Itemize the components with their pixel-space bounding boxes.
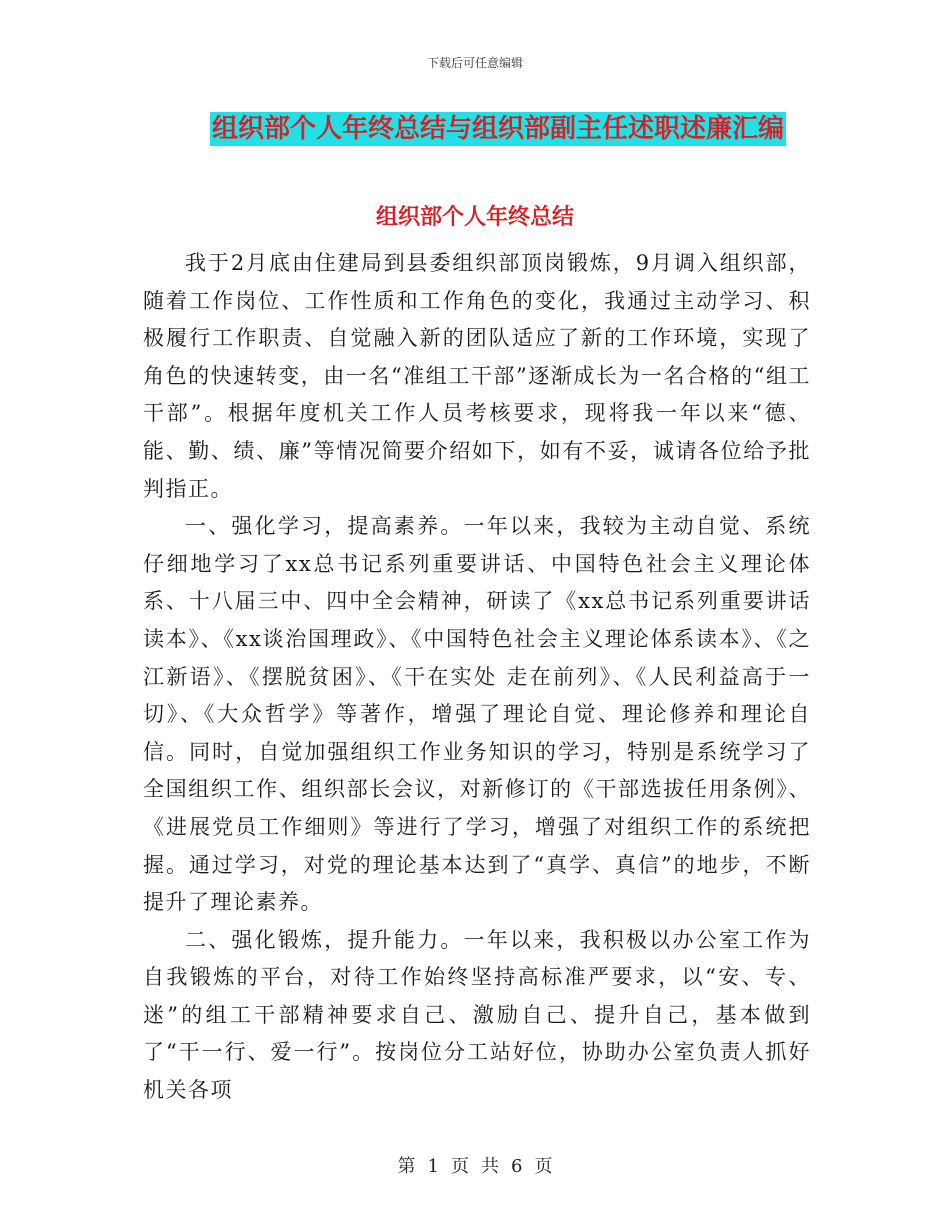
section-title: 组织部个人年终总结 <box>375 204 574 230</box>
footer-di: 第 <box>397 1156 416 1177</box>
paragraph-training: 二、强化锻炼，提升能力。一年以来，我积极以办公室工作为自我锻炼的平台，对待工作始终坚持高标准严要求，以“安、专、迷”的组工干部精神要求自己、激励自己、提升自己，基本做到了“干一行、爱一行”。按岗位分工站好位，协助办公室负责人抓好机关各项 <box>143 927 811 1103</box>
header-note: 下载后可任意编辑 <box>426 56 523 70</box>
page-total: 6 <box>511 1156 523 1177</box>
main-title-wrap <box>0 112 950 146</box>
body-text <box>143 245 811 1110</box>
paragraph-study: 一、强化学习，提高素养。一年以来，我较为主动自觉、系统仔细地学习了xx总书记系列重要讲话、中国特色社会主义理论体系、十八届三中、四中全会精神，研读了《xx总书记系列重要讲话读本》、《xx谈治国理政》、《中国特色社会主义理论体系读本》、《之江新语》、《摆脱贫困》、《干在实处 走在前列》、《人民利益高于一切》、《大众哲学》等著作，增强了理论自觉、理论修养和理论自信。同时，自觉加强组织工作业务知识的学习，特别是系统学习了全国组织工作、组织部长会议，对新修订的《干部选拔任用条例》、《进展党员工作细则》等进行了学习，增强了对组织工作的系统把握。通过学习，对党的理论基本达到了“真学、真信”的地步，不断提升了理论素养。 <box>143 514 811 915</box>
paragraph-intro: 我于2月底由住建局到县委组织部顶岗锻炼，9月调入组织部，随着工作岗位、工作性质和工作角色的变化，我通过主动学习、积极履行工作职责、自觉融入新的团队适应了新的工作环境，实现了角色的快速转变，由一名“准组工干部”逐渐成长为一名合格的“组工干部”。根据年度机关工作人员考核要求，现将我一年以来“德、能、勤、绩、廉”等情况简要介绍如下，如有不妥，诚请各位给予批判指正。 <box>143 251 811 501</box>
page-number: 1 <box>427 1156 439 1177</box>
footer-gong: 共 <box>481 1156 499 1177</box>
footer-ye2: 页 <box>534 1156 553 1177</box>
main-title: 组织部个人年终总结与组织部副主任述职述廉汇编 <box>211 114 784 144</box>
page-footer <box>0 1152 950 1178</box>
footer-ye: 页 <box>451 1156 469 1177</box>
